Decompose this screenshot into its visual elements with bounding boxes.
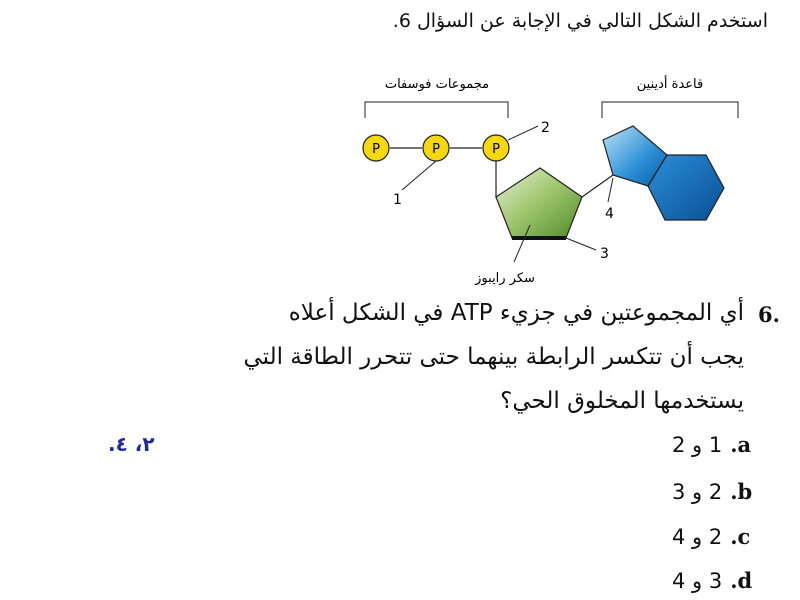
question-line-2: يجب أن تتكسر الرابطة بينهما حتى تتحرر الطاقة التي <box>243 344 744 370</box>
adenine-base-label: قاعدة أدينين <box>636 77 704 92</box>
phosphate-3-symbol: P <box>492 142 500 157</box>
option-a-text: 1 و 2 <box>672 433 723 457</box>
option-b-letter: .b <box>730 479 753 504</box>
option-c <box>672 524 750 549</box>
option-b-text: 2 و 3 <box>672 480 723 504</box>
instruction-text: استخدم الشكل التالي في الإجابة عن السؤال 6. <box>392 10 768 32</box>
option-a-letter: .a <box>730 432 752 457</box>
adenine-bracket <box>602 102 738 118</box>
callout-4: 4 <box>605 206 614 222</box>
callout-1: 1 <box>393 192 402 208</box>
phosphate-groups-label: مجموعات فوسفات <box>384 77 490 92</box>
atp-molecule-diagram <box>330 60 770 300</box>
ribose-sugar-label: سكر رايبوز <box>475 271 535 286</box>
phosphate-2-symbol: P <box>432 142 440 157</box>
answer-note: ٢، ٤. <box>108 432 155 456</box>
phosphate-1-symbol: P <box>372 142 380 157</box>
question-line-1: أي المجموعتين في جزيء ATP في الشكل أعلاه <box>288 300 744 326</box>
callout-2: 2 <box>541 120 550 136</box>
question-number: 6. <box>758 302 780 327</box>
option-d-letter: .d <box>730 568 753 593</box>
option-a <box>672 432 751 457</box>
option-b <box>672 479 752 504</box>
callout-3: 3 <box>600 246 609 262</box>
ribose-sugar <box>496 168 582 238</box>
option-c-text: 2 و 4 <box>672 525 723 549</box>
option-d <box>672 568 752 593</box>
question-line-3: يستخدمها المخلوق الحي؟ <box>500 388 744 414</box>
phosphate-bracket <box>365 102 508 118</box>
option-d-text: 3 و 4 <box>672 569 723 593</box>
option-c-letter: .c <box>730 524 751 549</box>
